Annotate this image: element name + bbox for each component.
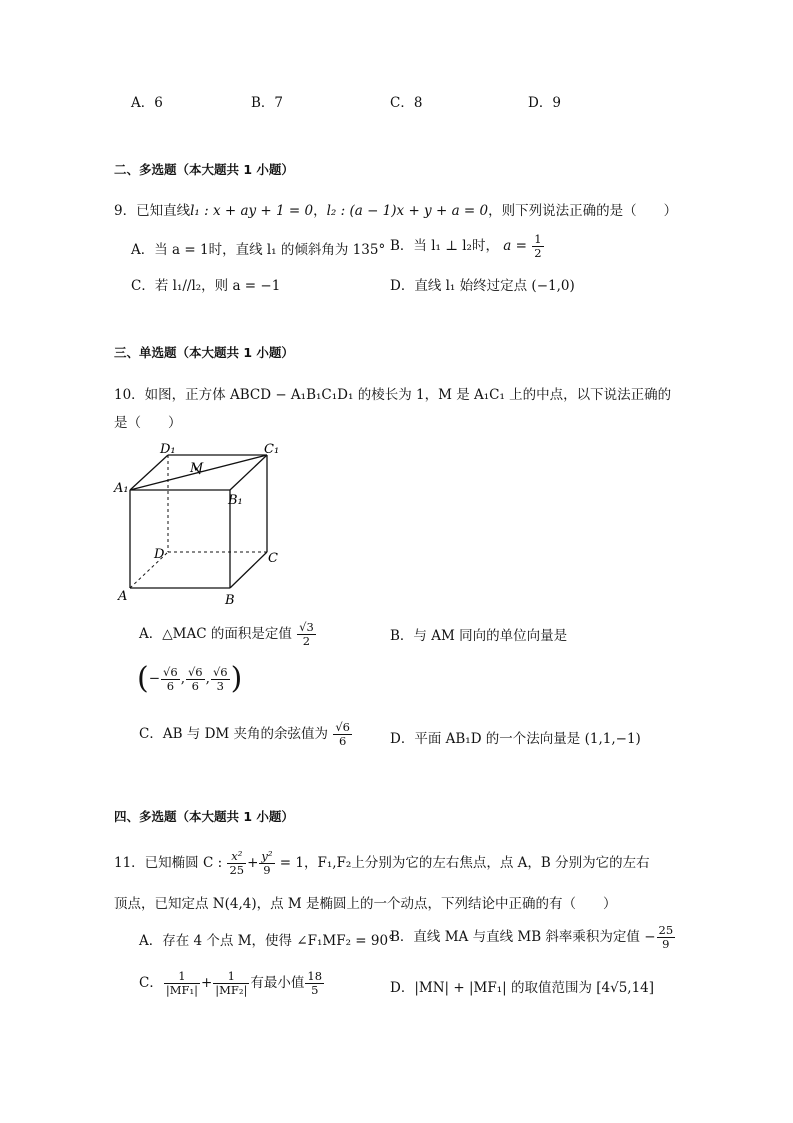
q11-option-a: A．存在 4 个点 M，使得 ∠F₁MF₂ = 90°	[139, 933, 395, 949]
q9-option-b-text: B．当 l₁ ⊥ l₂时，	[390, 238, 499, 254]
section-title-2: 二、多选题（本大题共 1 小题）	[114, 162, 294, 177]
q9-option-c: C．若 l₁//l₂，则 a = −1	[131, 278, 281, 294]
q9-option-b-fraction	[532, 233, 543, 260]
label-a1: A₁	[114, 481, 129, 496]
fraction-denominator: |MF₂|	[215, 983, 248, 997]
section-title-3: 三、单选题（本大题共 1 小题）	[114, 345, 294, 360]
q11-option-c	[139, 970, 325, 997]
q10-option-d: D．平面 AB₁D 的一个法向量是 (1,1,−1)	[390, 731, 641, 747]
fraction-denominator: 2	[534, 246, 542, 260]
fraction-denominator: 3	[216, 678, 224, 693]
left-paren: (	[137, 661, 149, 696]
fraction-denominator: 6	[191, 678, 199, 693]
fraction-numerator: y²	[261, 849, 273, 863]
q9-line-l1: l₁ : x + ay + 1 = 0	[190, 203, 314, 219]
q11-option-b-text: B．直线 MA 与直线 MB 斜率乘积为定值 −	[390, 929, 656, 945]
q11-option-b-fraction	[657, 924, 676, 951]
q11-stem-line1	[114, 850, 650, 877]
label-a: A	[118, 589, 128, 604]
q8-option-d: D．9	[528, 95, 561, 111]
q8-option-a: A．6	[131, 95, 163, 111]
q11-option-c-fraction	[305, 970, 324, 997]
fraction-numerator: 25	[658, 923, 674, 937]
vector-sign: −	[148, 670, 161, 687]
q10-option-a-fraction	[297, 621, 316, 648]
fraction-denominator: 9	[263, 863, 271, 877]
q11-stem-tail: ，F₁,F₂上分别为它的左右焦点，点 A，B 分别为它的左右	[304, 855, 650, 871]
q9-sep: ，	[313, 203, 327, 219]
q9-stem-lead: 9．已知直线	[114, 203, 191, 219]
label-c: C	[268, 551, 278, 566]
fraction-numerator: √6	[335, 720, 350, 734]
fraction-denominator: 5	[311, 983, 319, 997]
fraction-denominator: |MF₁|	[165, 983, 198, 997]
q10-option-c-text: C．AB 与 DM 夹角的余弦值为	[139, 726, 329, 742]
fraction-numerator: 1	[213, 970, 249, 984]
q10-option-c-fraction	[333, 721, 352, 748]
label-c1: C₁	[264, 442, 280, 457]
fraction-denominator: 2	[302, 634, 311, 648]
vector-entry-2	[186, 666, 205, 693]
fraction-denominator: 6	[166, 678, 175, 693]
label-d1: D₁	[160, 442, 176, 457]
fraction-numerator: 18	[307, 969, 323, 983]
q9-option-b-var: a =	[503, 238, 527, 254]
q10-option-a-text: A．△MAC 的面积是定值	[139, 626, 292, 642]
plus-sign: +	[200, 975, 213, 991]
fraction-numerator: √6	[163, 664, 178, 679]
edge-b-c	[230, 552, 267, 588]
q8-option-c: C．8	[390, 95, 423, 111]
q10-option-b-vector: (− $\frac{√6}{6}$ , $\frac{√6}{6}$ , $\frac{√6}{3}$ )	[137, 661, 243, 696]
q9-stem	[114, 201, 677, 221]
fraction-numerator: 1	[164, 970, 200, 984]
q11-option-c-term1	[164, 970, 200, 997]
q10-stem-line1: 10．如图，正方体 ABCD − A₁B₁C₁D₁ 的棱长为 1，M 是 A₁C₁ 上的中点，以下说法正确的	[114, 387, 672, 403]
q10-stem-line2: 是（ ）	[114, 415, 182, 431]
q11-option-b	[390, 924, 676, 951]
ellipse-term-x	[227, 850, 246, 877]
fraction-numerator: √3	[299, 620, 314, 634]
fraction-denominator: 6	[338, 734, 347, 748]
plus-sign: +	[247, 855, 259, 871]
fraction-numerator: 1	[534, 232, 542, 246]
q10-option-b: B．与 AM 同向的单位向量是	[390, 628, 568, 644]
label-d: D	[154, 547, 165, 562]
fraction-denominator: 9	[662, 937, 670, 951]
q9-stem-tail: ，则下列说法正确的是（ ）	[488, 203, 678, 219]
equals-one: = 1	[279, 855, 304, 871]
q9-line-l2: l₂ : (a − 1)x + y + a = 0	[326, 203, 489, 219]
right-paren: )	[230, 661, 243, 696]
q10-option-a	[139, 621, 317, 648]
section-title-4: 四、多选题（本大题共 1 小题）	[114, 809, 294, 824]
label-b1: B₁	[228, 493, 243, 508]
label-m: M	[190, 461, 204, 476]
label-b: B	[225, 593, 235, 608]
ellipse-term-y	[259, 850, 274, 877]
q9-option-b	[390, 233, 545, 260]
q11-option-c-term2	[213, 970, 249, 997]
q11-option-c-label: C．	[139, 975, 163, 991]
q10-option-c	[139, 721, 353, 748]
fraction-numerator: x²	[227, 850, 246, 864]
q11-stem-lead: 11．已知椭圆 C :	[114, 855, 223, 871]
cube-figure	[110, 438, 290, 610]
q11-option-d: D．|MN| + |MF₁| 的取值范围为 [4√5,14]	[390, 980, 655, 996]
vector-entry-1	[161, 666, 180, 693]
fraction-denominator: 25	[229, 863, 245, 877]
q11-stem-line2: 顶点，已知定点 N(4,4)，点 M 是椭圆上的一个动点，下列结论中正确的有（ ）	[114, 896, 617, 912]
fraction-numerator: √6	[187, 664, 203, 679]
q9-option-a: A．当 a = 1时，直线 l₁ 的倾斜角为 135°	[131, 242, 386, 258]
fraction-numerator: √6	[212, 664, 228, 679]
q9-option-d: D．直线 l₁ 始终过定点 (−1,0)	[390, 278, 575, 294]
q8-option-b: B．7	[251, 95, 284, 111]
q11-option-c-text: 有最小值	[250, 975, 305, 991]
vector-entry-3	[211, 666, 230, 693]
